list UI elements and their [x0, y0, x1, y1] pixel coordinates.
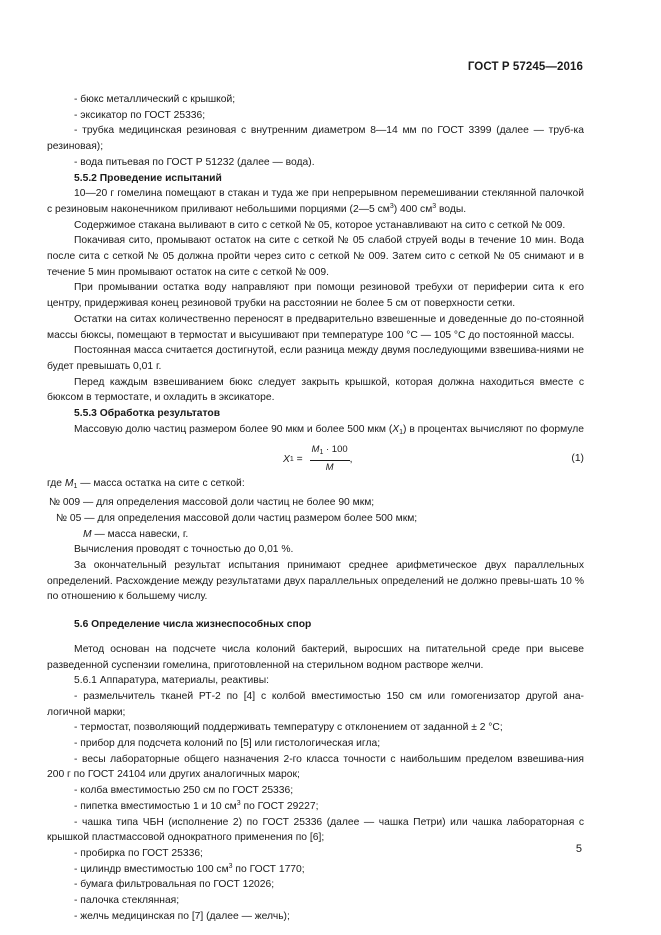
equation-number: (1) — [571, 453, 584, 465]
page-number: 5 — [575, 843, 582, 855]
paragraph-text: Массовую долю частиц размером более 90 мкм и более 500 мкм ( — [74, 423, 393, 435]
paragraph — [47, 186, 584, 217]
where-line: № 009 — для определения массовой доли частиц не более 90 мкм; — [49, 497, 375, 509]
where-line — [47, 476, 584, 495]
paragraph: За окончательный результат испытания принимают среднее арифметическое двух параллельных определений. Расхождение между результатами двух параллельных определений не должно превы-шать 10 % по отношению к большему числу. — [47, 559, 584, 603]
paragraph: При промывании остатка воду направляют при помощи резиновой требухи от периферии сита к его центру, придерживая конец резиновой трубки на расстоянии не более 5 см от поверхности сетки. — [47, 282, 584, 310]
list-item-text: по ГОСТ 29227; — [240, 800, 319, 812]
list-item: - эксикатор по ГОСТ 25336; — [74, 109, 206, 121]
superscript: 3 — [236, 799, 241, 807]
paragraph: Покачивая сито, промывают остаток на сите с сеткой № 05 слабой струей воды в течение 10 мин. Вода после сита с сеткой № 05 должна пройти через сито с сеткой № 009. Затем сито с сеткой № 05 снимают и в течение 5 мин промывают остаток на сите с сеткой № 009. — [47, 235, 584, 278]
list-item: - пробирка по ГОСТ 25336; — [74, 847, 203, 859]
section-heading-5-5-3: 5.5.3 Обработка результатов — [74, 408, 221, 420]
subscript: 1 — [319, 449, 324, 457]
paragraph: Остатки на ситах количественно переносят в предварительно взвешенные и доведенные до по-стоянной массы бюксы, помещают в термостат и высушивают при температуре 100 °С — 105 °С до постоянной массы. — [47, 313, 584, 341]
subscript: 1 — [399, 428, 404, 436]
where-text: — масса остатка на сите с сеткой: — [77, 478, 245, 490]
superscript: 3 — [389, 202, 394, 210]
list-item: - желчь медицинская по [7] (далее — желчь); — [74, 910, 290, 922]
paragraph-text: 10—20 г гомелина помещают в стакан и туда же при непрерывном перемешивании стеклянной палочкой с резиновым наконечником приливают небольшими порциями (2—5 см — [47, 188, 584, 215]
list-item-text: - цилиндр вместимостью 100 см — [74, 863, 229, 875]
where-prefix: где — [47, 478, 65, 490]
formula-fraction — [310, 444, 350, 474]
list-item: - колба вместимостью 250 см по ГОСТ 25336; — [74, 785, 294, 797]
formula-tail: , — [349, 453, 353, 465]
where-line — [47, 527, 584, 543]
where-text: — масса навески, г. — [91, 528, 189, 540]
list-item: - бюкс металлический с крышкой; — [74, 94, 236, 105]
fraction-numerator — [310, 444, 350, 461]
list-item: - чашка типа ЧБН (исполнение 2) по ГОСТ 25336 (далее — чашка Петри) или чашка лабораторная с крышкой пластмассовой однократного применения по [6]; — [47, 816, 584, 844]
list-item: - весы лабораторные общего назначения 2-го класса точности с наибольшим пределом взвешива-ния 200 г по ГОСТ 24104 или других аналогичных марок; — [47, 753, 584, 781]
variable: M — [64, 478, 74, 490]
subscript: 1 — [73, 483, 78, 491]
paragraph-text: ) в процентах вычисляют по формуле — [403, 423, 584, 435]
paragraph: Перед каждым взвешиванием бюкс следует закрыть крышкой, которая должна находиться вместе с бюксом в термостате, и охладить в эксикаторе. — [47, 376, 584, 404]
paragraph: Метод основан на подсчете числа колоний бактерий, выросших на питательной среде при высеве разведенной суспензии гомелина, приготовленной на стерильном водном растворе желчи. — [47, 643, 584, 671]
variable: M — [311, 444, 320, 456]
list-item: - термостат, позволяющий поддерживать температуру с отклонением от заданной ± 2 °С; — [74, 722, 503, 734]
list-item: - палочка стеклянная; — [74, 895, 180, 907]
list-item: - вода питьевая по ГОСТ Р 51232 (далее — вода). — [74, 156, 315, 168]
formula-equals: = — [293, 453, 306, 465]
fraction-denominator: M — [325, 462, 334, 474]
standard-header: ГОСТ Р 57245—2016 — [467, 61, 583, 73]
list-item: - размельчитель тканей РТ-2 по [4] с колбой вместимостью 150 см или гомогенизатор другой ана-логичной марки; — [47, 690, 584, 718]
superscript: 3 — [432, 202, 437, 210]
section-heading-5-6: 5.6 Определение числа жизнеспособных спор — [74, 619, 312, 631]
paragraph: Постоянная масса считается достигнутой, если разница между двумя последующими взвешива-ниями не будет превышать 0,01 г. — [47, 345, 584, 372]
paragraph-text: воды. — [436, 203, 467, 215]
subscript: 1 — [289, 455, 294, 463]
paragraph: Вычисления проводят с точностью до 0,01 %. — [74, 544, 294, 556]
list-item: - трубка медицинская резиновая с внутренним диаметром 8—14 мм по ГОСТ 3399 (далее — труб-ка резиновая); — [47, 125, 584, 153]
formula-lhs: X — [283, 453, 290, 465]
paragraph-text: ) 400 см — [393, 203, 433, 215]
list-item: - прибор для подсчета колоний по [5] или гистологическая игла; — [74, 738, 381, 750]
paragraph: Содержимое стакана выливают в сито с сеткой № 05, которое устанавливают на сито с сеткой № 009. — [74, 219, 566, 231]
formula-expression — [283, 444, 353, 474]
list-item-text: по ГОСТ 1770; — [232, 863, 305, 875]
variable: X — [392, 423, 400, 435]
formula-1 — [47, 442, 584, 476]
superscript: 3 — [228, 862, 233, 870]
list-item-text: - пипетка вместимостью 1 и 10 см — [74, 800, 237, 812]
list-item: - бумага фильтровальная по ГОСТ 12026; — [74, 879, 275, 891]
document-body — [47, 92, 584, 924]
section-heading-5-5-2: 5.5.2 Проведение испытаний — [74, 172, 222, 184]
where-line: № 05 — для определения массовой доли частиц размером более 500 мкм; — [56, 512, 418, 524]
list-item — [47, 799, 584, 815]
subsection-5-6-1: 5.6.1 Аппаратура, материалы, реактивы: — [74, 675, 270, 687]
variable: M — [83, 528, 92, 540]
numerator-rest: · 100 — [323, 444, 348, 456]
paragraph — [47, 422, 584, 441]
list-item — [47, 862, 584, 878]
